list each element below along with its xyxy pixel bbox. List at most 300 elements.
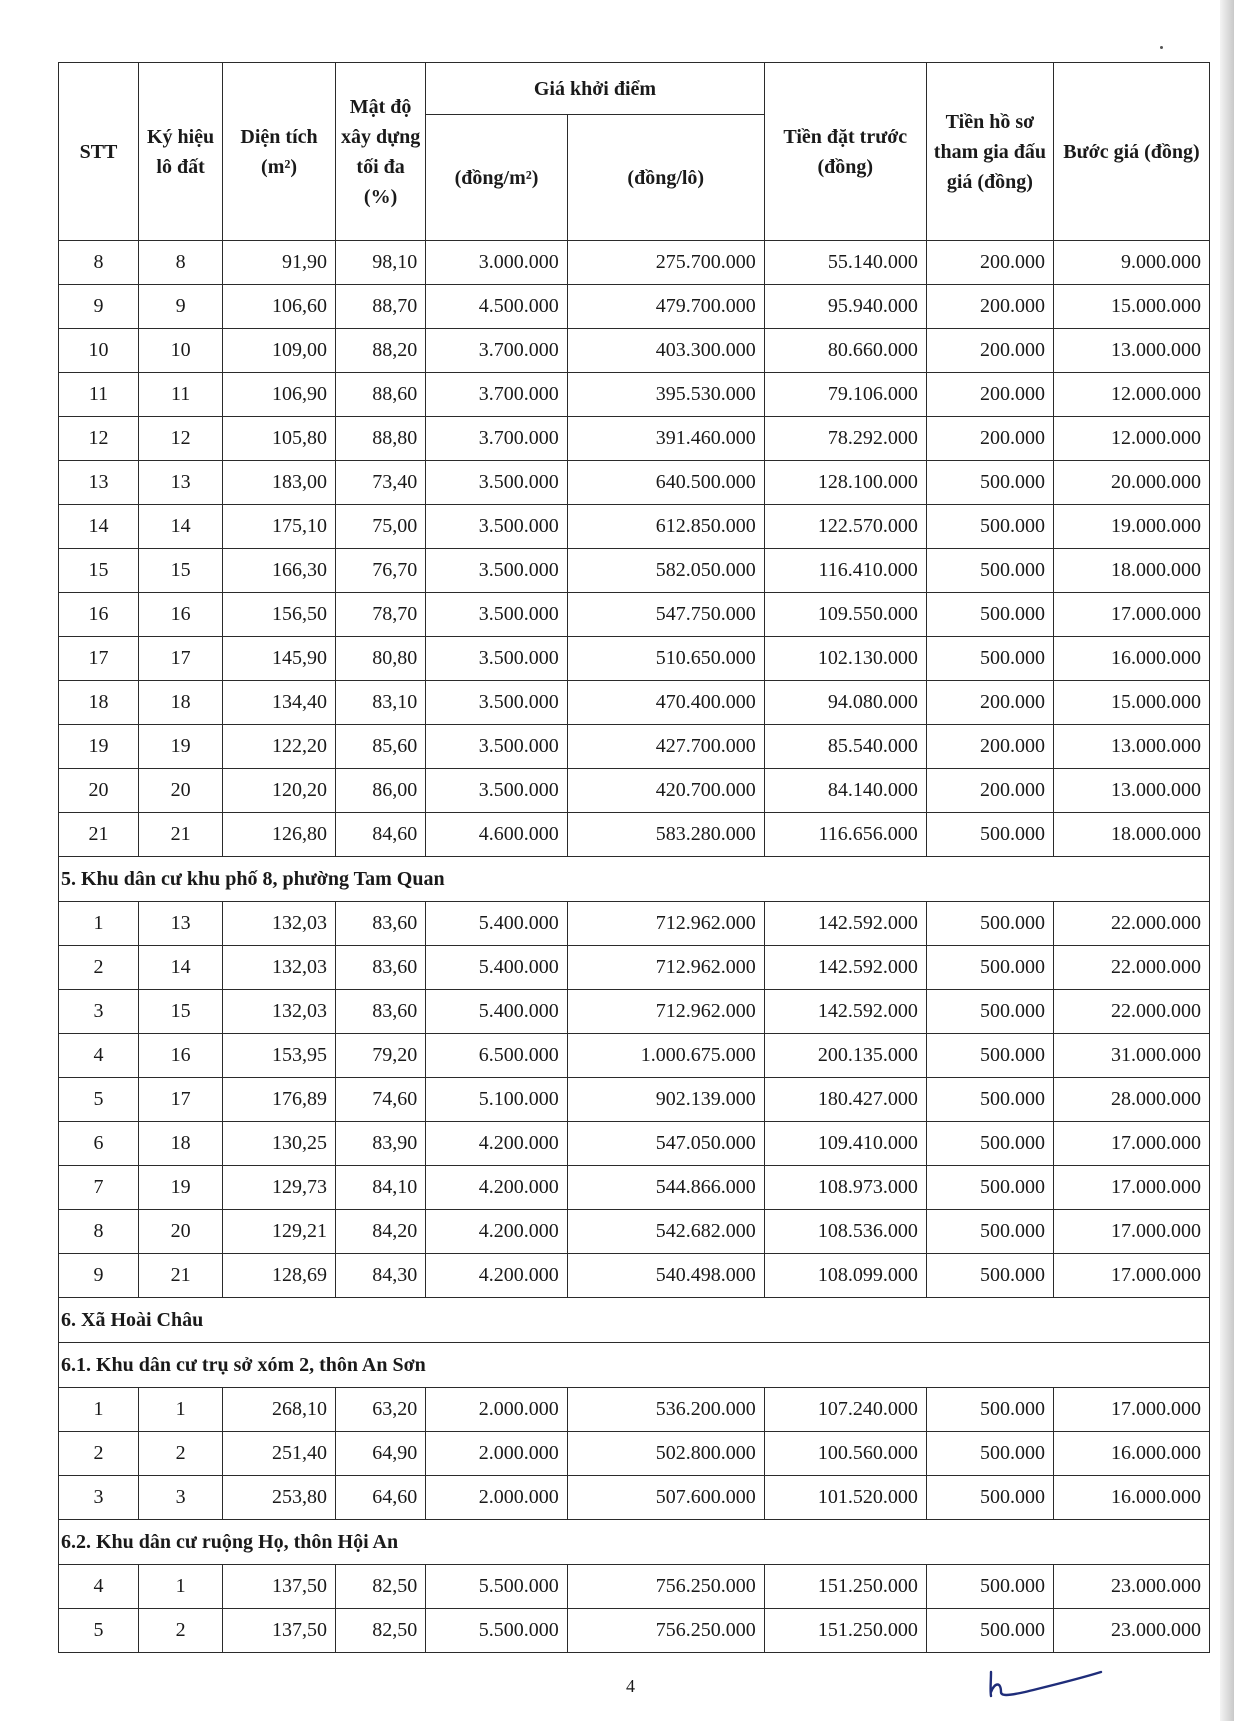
cell-gia-m2: 2.000.000 <box>426 1432 568 1476</box>
cell-ky-hieu: 21 <box>139 813 223 857</box>
cell-mat-do: 74,60 <box>335 1078 425 1122</box>
cell-tien-dat-truoc: 151.250.000 <box>764 1565 926 1609</box>
cell-gia-lo: 275.700.000 <box>567 241 764 285</box>
cell-gia-lo: 583.280.000 <box>567 813 764 857</box>
cell-tien-ho-so: 500.000 <box>926 505 1053 549</box>
table-row <box>59 549 1210 593</box>
cell-tien-ho-so: 500.000 <box>926 549 1053 593</box>
cell-dien-tich: 145,90 <box>223 637 336 681</box>
cell-ky-hieu: 15 <box>139 549 223 593</box>
table-row <box>59 637 1210 681</box>
cell-gia-m2: 5.500.000 <box>426 1565 568 1609</box>
cell-stt: 4 <box>59 1034 139 1078</box>
cell-stt: 3 <box>59 1476 139 1520</box>
table-row <box>59 593 1210 637</box>
cell-gia-m2: 4.200.000 <box>426 1254 568 1298</box>
cell-tien-dat-truoc: 151.250.000 <box>764 1609 926 1653</box>
cell-ky-hieu: 16 <box>139 1034 223 1078</box>
cell-gia-lo: 403.300.000 <box>567 329 764 373</box>
header-buoc-gia: Bước giá (đồng) <box>1054 63 1210 241</box>
cell-tien-ho-so: 500.000 <box>926 902 1053 946</box>
scan-speck <box>1160 46 1163 49</box>
cell-gia-m2: 4.200.000 <box>426 1210 568 1254</box>
cell-tien-dat-truoc: 200.135.000 <box>764 1034 926 1078</box>
cell-buoc-gia: 23.000.000 <box>1054 1565 1210 1609</box>
cell-buoc-gia: 18.000.000 <box>1054 549 1210 593</box>
cell-dien-tich: 129,73 <box>223 1166 336 1210</box>
cell-tien-ho-so: 200.000 <box>926 417 1053 461</box>
cell-gia-m2: 3.000.000 <box>426 241 568 285</box>
cell-tien-dat-truoc: 101.520.000 <box>764 1476 926 1520</box>
cell-tien-ho-so: 500.000 <box>926 1034 1053 1078</box>
cell-stt: 5 <box>59 1078 139 1122</box>
cell-buoc-gia: 22.000.000 <box>1054 902 1210 946</box>
cell-dien-tich: 268,10 <box>223 1388 336 1432</box>
header-gia-khoi-diem: Giá khởi điểm <box>426 63 765 115</box>
cell-buoc-gia: 17.000.000 <box>1054 1122 1210 1166</box>
cell-tien-ho-so: 200.000 <box>926 285 1053 329</box>
cell-buoc-gia: 17.000.000 <box>1054 593 1210 637</box>
cell-gia-lo: 756.250.000 <box>567 1609 764 1653</box>
cell-mat-do: 88,60 <box>335 373 425 417</box>
cell-tien-ho-so: 500.000 <box>926 637 1053 681</box>
cell-tien-ho-so: 200.000 <box>926 681 1053 725</box>
cell-tien-dat-truoc: 122.570.000 <box>764 505 926 549</box>
cell-ky-hieu: 2 <box>139 1609 223 1653</box>
cell-gia-m2: 6.500.000 <box>426 1034 568 1078</box>
cell-dien-tich: 183,00 <box>223 461 336 505</box>
cell-mat-do: 83,60 <box>335 990 425 1034</box>
cell-dien-tich: 106,60 <box>223 285 336 329</box>
cell-gia-m2: 3.700.000 <box>426 373 568 417</box>
cell-ky-hieu: 18 <box>139 681 223 725</box>
cell-stt: 8 <box>59 1210 139 1254</box>
cell-gia-m2: 4.500.000 <box>426 285 568 329</box>
cell-dien-tich: 137,50 <box>223 1565 336 1609</box>
cell-gia-m2: 3.500.000 <box>426 769 568 813</box>
cell-tien-ho-so: 500.000 <box>926 1565 1053 1609</box>
header-tien-ho-so: Tiền hồ sơ tham gia đấu giá (đồng) <box>926 63 1053 241</box>
cell-dien-tich: 122,20 <box>223 725 336 769</box>
cell-tien-dat-truoc: 142.592.000 <box>764 902 926 946</box>
section-title: 6.1. Khu dân cư trụ sở xóm 2, thôn An Sơn <box>59 1343 1210 1388</box>
cell-dien-tich: 91,90 <box>223 241 336 285</box>
table-row <box>59 1210 1210 1254</box>
table-header <box>59 63 1210 241</box>
cell-stt: 4 <box>59 1565 139 1609</box>
cell-stt: 9 <box>59 1254 139 1298</box>
table-row <box>59 417 1210 461</box>
cell-tien-ho-so: 500.000 <box>926 593 1053 637</box>
cell-gia-m2: 4.600.000 <box>426 813 568 857</box>
cell-stt: 19 <box>59 725 139 769</box>
cell-tien-dat-truoc: 100.560.000 <box>764 1432 926 1476</box>
cell-gia-lo: 540.498.000 <box>567 1254 764 1298</box>
cell-stt: 5 <box>59 1609 139 1653</box>
cell-tien-dat-truoc: 108.536.000 <box>764 1210 926 1254</box>
table-row <box>59 1078 1210 1122</box>
cell-tien-ho-so: 500.000 <box>926 946 1053 990</box>
cell-tien-ho-so: 500.000 <box>926 813 1053 857</box>
cell-tien-dat-truoc: 108.973.000 <box>764 1166 926 1210</box>
cell-stt: 15 <box>59 549 139 593</box>
cell-stt: 21 <box>59 813 139 857</box>
cell-stt: 10 <box>59 329 139 373</box>
cell-ky-hieu: 8 <box>139 241 223 285</box>
cell-stt: 7 <box>59 1166 139 1210</box>
cell-buoc-gia: 17.000.000 <box>1054 1210 1210 1254</box>
cell-gia-lo: 536.200.000 <box>567 1388 764 1432</box>
cell-tien-ho-so: 500.000 <box>926 1166 1053 1210</box>
cell-stt: 13 <box>59 461 139 505</box>
cell-mat-do: 80,80 <box>335 637 425 681</box>
cell-ky-hieu: 15 <box>139 990 223 1034</box>
table-row <box>59 813 1210 857</box>
cell-ky-hieu: 13 <box>139 902 223 946</box>
cell-dien-tich: 128,69 <box>223 1254 336 1298</box>
cell-tien-dat-truoc: 94.080.000 <box>764 681 926 725</box>
cell-tien-ho-so: 500.000 <box>926 1254 1053 1298</box>
cell-gia-lo: 756.250.000 <box>567 1565 764 1609</box>
cell-mat-do: 84,60 <box>335 813 425 857</box>
cell-ky-hieu: 17 <box>139 1078 223 1122</box>
cell-buoc-gia: 15.000.000 <box>1054 681 1210 725</box>
page-number: 4 <box>626 1676 635 1696</box>
cell-ky-hieu: 13 <box>139 461 223 505</box>
cell-tien-dat-truoc: 84.140.000 <box>764 769 926 813</box>
cell-dien-tich: 176,89 <box>223 1078 336 1122</box>
cell-gia-m2: 5.400.000 <box>426 902 568 946</box>
cell-gia-lo: 470.400.000 <box>567 681 764 725</box>
section-title: 5. Khu dân cư khu phố 8, phường Tam Quan <box>59 857 1210 902</box>
cell-dien-tich: 105,80 <box>223 417 336 461</box>
cell-ky-hieu: 20 <box>139 769 223 813</box>
cell-dien-tich: 175,10 <box>223 505 336 549</box>
cell-stt: 9 <box>59 285 139 329</box>
cell-tien-dat-truoc: 102.130.000 <box>764 637 926 681</box>
cell-dien-tich: 153,95 <box>223 1034 336 1078</box>
cell-buoc-gia: 28.000.000 <box>1054 1078 1210 1122</box>
cell-dien-tich: 253,80 <box>223 1476 336 1520</box>
cell-gia-m2: 2.000.000 <box>426 1476 568 1520</box>
table-row <box>59 1388 1210 1432</box>
cell-ky-hieu: 20 <box>139 1210 223 1254</box>
cell-tien-ho-so: 500.000 <box>926 1210 1053 1254</box>
cell-dien-tich: 129,21 <box>223 1210 336 1254</box>
table-row <box>59 505 1210 549</box>
cell-tien-ho-so: 500.000 <box>926 461 1053 505</box>
cell-tien-dat-truoc: 142.592.000 <box>764 990 926 1034</box>
cell-tien-ho-so: 200.000 <box>926 373 1053 417</box>
cell-dien-tich: 156,50 <box>223 593 336 637</box>
cell-ky-hieu: 10 <box>139 329 223 373</box>
cell-gia-m2: 5.100.000 <box>426 1078 568 1122</box>
cell-mat-do: 82,50 <box>335 1565 425 1609</box>
cell-ky-hieu: 14 <box>139 505 223 549</box>
cell-tien-ho-so: 500.000 <box>926 1122 1053 1166</box>
section-heading-row <box>59 1520 1210 1565</box>
cell-tien-ho-so: 500.000 <box>926 990 1053 1034</box>
cell-stt: 18 <box>59 681 139 725</box>
cell-buoc-gia: 12.000.000 <box>1054 417 1210 461</box>
cell-dien-tich: 106,90 <box>223 373 336 417</box>
header-gia-m2: (đồng/m²) <box>426 115 568 241</box>
cell-stt: 2 <box>59 1432 139 1476</box>
cell-tien-ho-so: 500.000 <box>926 1432 1053 1476</box>
cell-gia-lo: 1.000.675.000 <box>567 1034 764 1078</box>
signature-mark <box>985 1668 1105 1698</box>
table-body <box>59 241 1210 1653</box>
cell-stt: 8 <box>59 241 139 285</box>
table-row <box>59 1166 1210 1210</box>
cell-gia-lo: 479.700.000 <box>567 285 764 329</box>
cell-gia-lo: 544.866.000 <box>567 1166 764 1210</box>
cell-buoc-gia: 15.000.000 <box>1054 285 1210 329</box>
cell-gia-lo: 582.050.000 <box>567 549 764 593</box>
cell-gia-m2: 3.500.000 <box>426 593 568 637</box>
cell-mat-do: 83,90 <box>335 1122 425 1166</box>
table-row <box>59 1609 1210 1653</box>
cell-stt: 14 <box>59 505 139 549</box>
cell-gia-lo: 612.850.000 <box>567 505 764 549</box>
cell-mat-do: 75,00 <box>335 505 425 549</box>
section-heading-row <box>59 857 1210 902</box>
cell-buoc-gia: 16.000.000 <box>1054 637 1210 681</box>
cell-tien-dat-truoc: 107.240.000 <box>764 1388 926 1432</box>
cell-mat-do: 84,10 <box>335 1166 425 1210</box>
cell-tien-dat-truoc: 80.660.000 <box>764 329 926 373</box>
cell-buoc-gia: 16.000.000 <box>1054 1432 1210 1476</box>
cell-buoc-gia: 13.000.000 <box>1054 769 1210 813</box>
cell-mat-do: 85,60 <box>335 725 425 769</box>
cell-mat-do: 64,90 <box>335 1432 425 1476</box>
cell-mat-do: 84,20 <box>335 1210 425 1254</box>
cell-stt: 11 <box>59 373 139 417</box>
cell-mat-do: 83,60 <box>335 902 425 946</box>
section-title: 6. Xã Hoài Châu <box>59 1298 1210 1343</box>
table-row <box>59 329 1210 373</box>
cell-mat-do: 82,50 <box>335 1609 425 1653</box>
cell-stt: 1 <box>59 1388 139 1432</box>
cell-ky-hieu: 18 <box>139 1122 223 1166</box>
cell-ky-hieu: 19 <box>139 1166 223 1210</box>
cell-gia-lo: 507.600.000 <box>567 1476 764 1520</box>
cell-ky-hieu: 12 <box>139 417 223 461</box>
header-stt: STT <box>59 63 139 241</box>
cell-dien-tich: 132,03 <box>223 902 336 946</box>
table-row <box>59 1034 1210 1078</box>
cell-dien-tich: 132,03 <box>223 990 336 1034</box>
cell-buoc-gia: 17.000.000 <box>1054 1254 1210 1298</box>
cell-gia-lo: 640.500.000 <box>567 461 764 505</box>
cell-gia-m2: 3.500.000 <box>426 725 568 769</box>
cell-tien-ho-so: 500.000 <box>926 1476 1053 1520</box>
cell-mat-do: 64,60 <box>335 1476 425 1520</box>
cell-gia-lo: 542.682.000 <box>567 1210 764 1254</box>
table-row <box>59 725 1210 769</box>
cell-dien-tich: 134,40 <box>223 681 336 725</box>
cell-gia-lo: 391.460.000 <box>567 417 764 461</box>
cell-gia-m2: 3.500.000 <box>426 637 568 681</box>
cell-tien-dat-truoc: 55.140.000 <box>764 241 926 285</box>
cell-stt: 12 <box>59 417 139 461</box>
cell-mat-do: 88,20 <box>335 329 425 373</box>
auction-price-table <box>58 62 1210 1653</box>
cell-tien-dat-truoc: 180.427.000 <box>764 1078 926 1122</box>
cell-gia-m2: 5.400.000 <box>426 990 568 1034</box>
cell-mat-do: 79,20 <box>335 1034 425 1078</box>
cell-gia-lo: 712.962.000 <box>567 990 764 1034</box>
table-row <box>59 946 1210 990</box>
section-heading-row <box>59 1343 1210 1388</box>
cell-ky-hieu: 16 <box>139 593 223 637</box>
cell-tien-dat-truoc: 108.099.000 <box>764 1254 926 1298</box>
cell-gia-lo: 902.139.000 <box>567 1078 764 1122</box>
table-row <box>59 681 1210 725</box>
table-row <box>59 285 1210 329</box>
cell-gia-m2: 5.400.000 <box>426 946 568 990</box>
table-row <box>59 1122 1210 1166</box>
cell-gia-m2: 4.200.000 <box>426 1166 568 1210</box>
table-row <box>59 1432 1210 1476</box>
cell-buoc-gia: 16.000.000 <box>1054 1476 1210 1520</box>
cell-buoc-gia: 18.000.000 <box>1054 813 1210 857</box>
table-row <box>59 902 1210 946</box>
cell-mat-do: 76,70 <box>335 549 425 593</box>
cell-tien-ho-so: 200.000 <box>926 725 1053 769</box>
table-row <box>59 769 1210 813</box>
cell-buoc-gia: 23.000.000 <box>1054 1609 1210 1653</box>
cell-gia-lo: 427.700.000 <box>567 725 764 769</box>
cell-buoc-gia: 9.000.000 <box>1054 241 1210 285</box>
cell-tien-dat-truoc: 95.940.000 <box>764 285 926 329</box>
cell-stt: 3 <box>59 990 139 1034</box>
cell-gia-lo: 395.530.000 <box>567 373 764 417</box>
cell-dien-tich: 130,25 <box>223 1122 336 1166</box>
table-row <box>59 373 1210 417</box>
cell-mat-do: 63,20 <box>335 1388 425 1432</box>
cell-gia-m2: 2.000.000 <box>426 1388 568 1432</box>
cell-tien-dat-truoc: 128.100.000 <box>764 461 926 505</box>
table-row <box>59 461 1210 505</box>
header-gia-lo: (đồng/lô) <box>567 115 764 241</box>
cell-tien-ho-so: 200.000 <box>926 241 1053 285</box>
cell-tien-ho-so: 500.000 <box>926 1078 1053 1122</box>
cell-gia-m2: 5.500.000 <box>426 1609 568 1653</box>
cell-buoc-gia: 13.000.000 <box>1054 329 1210 373</box>
cell-stt: 6 <box>59 1122 139 1166</box>
cell-buoc-gia: 17.000.000 <box>1054 1166 1210 1210</box>
cell-stt: 16 <box>59 593 139 637</box>
cell-tien-dat-truoc: 79.106.000 <box>764 373 926 417</box>
cell-mat-do: 98,10 <box>335 241 425 285</box>
cell-mat-do: 88,80 <box>335 417 425 461</box>
cell-mat-do: 88,70 <box>335 285 425 329</box>
cell-ky-hieu: 11 <box>139 373 223 417</box>
cell-mat-do: 83,10 <box>335 681 425 725</box>
table-row <box>59 241 1210 285</box>
cell-stt: 17 <box>59 637 139 681</box>
table-row <box>59 1254 1210 1298</box>
cell-mat-do: 86,00 <box>335 769 425 813</box>
cell-stt: 2 <box>59 946 139 990</box>
page-edge-shadow <box>1220 0 1234 1721</box>
cell-gia-m2: 3.500.000 <box>426 461 568 505</box>
cell-stt: 20 <box>59 769 139 813</box>
header-ky-hieu: Ký hiệu lô đất <box>139 63 223 241</box>
cell-mat-do: 83,60 <box>335 946 425 990</box>
section-title: 6.2. Khu dân cư ruộng Họ, thôn Hội An <box>59 1520 1210 1565</box>
header-mat-do: Mật độ xây dựng tối đa (%) <box>335 63 425 241</box>
cell-gia-lo: 547.050.000 <box>567 1122 764 1166</box>
cell-buoc-gia: 13.000.000 <box>1054 725 1210 769</box>
cell-dien-tich: 251,40 <box>223 1432 336 1476</box>
cell-tien-dat-truoc: 142.592.000 <box>764 946 926 990</box>
cell-gia-m2: 4.200.000 <box>426 1122 568 1166</box>
cell-stt: 1 <box>59 902 139 946</box>
cell-buoc-gia: 31.000.000 <box>1054 1034 1210 1078</box>
cell-tien-dat-truoc: 85.540.000 <box>764 725 926 769</box>
cell-buoc-gia: 20.000.000 <box>1054 461 1210 505</box>
cell-gia-lo: 420.700.000 <box>567 769 764 813</box>
table-row <box>59 1565 1210 1609</box>
cell-mat-do: 78,70 <box>335 593 425 637</box>
cell-buoc-gia: 19.000.000 <box>1054 505 1210 549</box>
cell-ky-hieu: 21 <box>139 1254 223 1298</box>
section-heading-row <box>59 1298 1210 1343</box>
cell-tien-dat-truoc: 116.656.000 <box>764 813 926 857</box>
cell-ky-hieu: 17 <box>139 637 223 681</box>
cell-dien-tich: 109,00 <box>223 329 336 373</box>
cell-dien-tich: 132,03 <box>223 946 336 990</box>
header-tien-dat-truoc: Tiền đặt trước (đồng) <box>764 63 926 241</box>
cell-gia-lo: 712.962.000 <box>567 946 764 990</box>
cell-ky-hieu: 1 <box>139 1565 223 1609</box>
cell-tien-dat-truoc: 109.550.000 <box>764 593 926 637</box>
cell-tien-dat-truoc: 78.292.000 <box>764 417 926 461</box>
cell-dien-tich: 137,50 <box>223 1609 336 1653</box>
cell-ky-hieu: 1 <box>139 1388 223 1432</box>
cell-gia-m2: 3.500.000 <box>426 505 568 549</box>
cell-dien-tich: 166,30 <box>223 549 336 593</box>
cell-tien-ho-so: 500.000 <box>926 1388 1053 1432</box>
cell-tien-ho-so: 500.000 <box>926 1609 1053 1653</box>
cell-ky-hieu: 14 <box>139 946 223 990</box>
table-row <box>59 990 1210 1034</box>
cell-gia-m2: 3.500.000 <box>426 681 568 725</box>
cell-dien-tich: 120,20 <box>223 769 336 813</box>
cell-gia-lo: 502.800.000 <box>567 1432 764 1476</box>
cell-tien-dat-truoc: 116.410.000 <box>764 549 926 593</box>
cell-tien-dat-truoc: 109.410.000 <box>764 1122 926 1166</box>
cell-buoc-gia: 17.000.000 <box>1054 1388 1210 1432</box>
cell-buoc-gia: 22.000.000 <box>1054 946 1210 990</box>
cell-gia-lo: 547.750.000 <box>567 593 764 637</box>
cell-gia-m2: 3.500.000 <box>426 549 568 593</box>
cell-tien-ho-so: 200.000 <box>926 769 1053 813</box>
cell-gia-lo: 510.650.000 <box>567 637 764 681</box>
table-row <box>59 1476 1210 1520</box>
cell-mat-do: 84,30 <box>335 1254 425 1298</box>
cell-buoc-gia: 22.000.000 <box>1054 990 1210 1034</box>
cell-tien-ho-so: 200.000 <box>926 329 1053 373</box>
cell-ky-hieu: 19 <box>139 725 223 769</box>
cell-gia-m2: 3.700.000 <box>426 417 568 461</box>
header-dien-tich: Diện tích (m²) <box>223 63 336 241</box>
cell-dien-tich: 126,80 <box>223 813 336 857</box>
cell-ky-hieu: 2 <box>139 1432 223 1476</box>
cell-ky-hieu: 9 <box>139 285 223 329</box>
